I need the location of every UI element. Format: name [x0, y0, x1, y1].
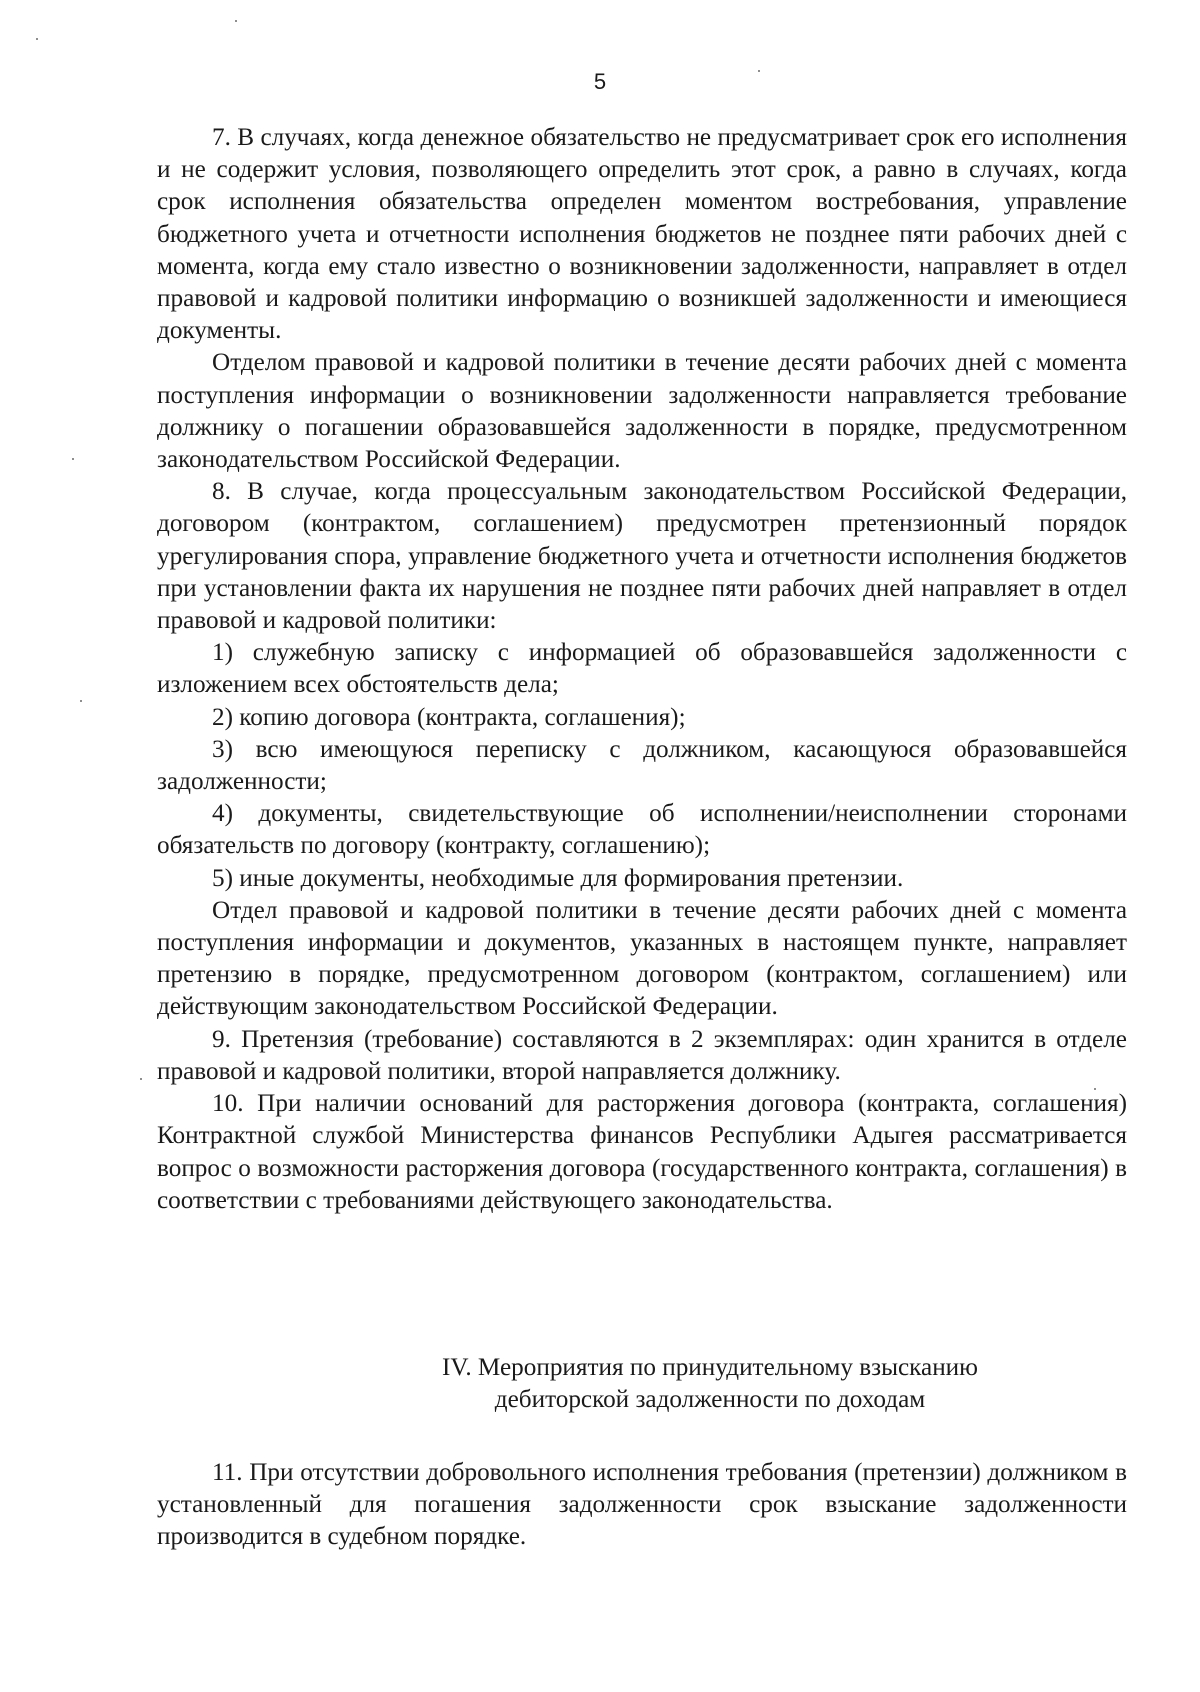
list-item-1: 1) служебную записку с информацией об образовавшейся задолженности с изложением всех обстоятельств дела; [157, 639, 1127, 699]
paragraph-7-continuation: Отделом правовой и кадровой политики в течение десяти рабочих дней с момента поступления информации о возникновении задолженности направляется требование должнику о погашении образовавшейся задолженности в порядке, предусмотренном законодательством Российской Федерации. [157, 349, 1127, 474]
list-item-4: 4) документы, свидетельствующие об исполнении/неисполнении сторонами обязательств по договору (контракту, соглашению); [157, 800, 1127, 860]
paragraph-7: 7. В случаях, когда денежное обязательство не предусматривает срок его исполнения и не содержит условия, позволяющего определить этот срок, а равно в случаях, когда срок исполнения обязательства определен моментом востребования, управление бюджетного учета и отчетности исполнения бюджетов не позднее пяти рабочих дней с момента, когда ему стало известно о возникновении задолженности, направляет в отдел правовой и кадровой политики информацию о возникшей задолженности и имеющиеся документы. [157, 124, 1127, 345]
scan-speck [36, 38, 38, 40]
closing-section [157, 1457, 1127, 1554]
scan-speck [80, 700, 82, 702]
list-item-3: 3) всю имеющуюся переписку с должником, касающуюся образовавшейся задолженности; [157, 735, 1127, 796]
scan-speck [72, 458, 74, 460]
paragraph-8: 8. В случае, когда процессуальным законодательством Российской Федерации, договором (контрактом, соглашением) предусмотрен претензионный порядок урегулирования спора, управление бюджетного учета и отчетности исполнения бюджетов при установлении факта их нарушения не позднее пяти рабочих дней направляет в отдел правовой и кадровой политики: [157, 478, 1127, 635]
list-item-5: 5) иные документы, необходимые для формирования претензии. [212, 864, 904, 892]
paragraph-11: 11. При отсутствии добровольного исполнения требования (претензии) должником в установленный для погашения задолженности срок взыскание задолженности производится в судебном порядке. [157, 1459, 1127, 1551]
list-item-2: 2) копию договора (контракта, соглашения); [212, 703, 686, 731]
paragraph-8-continuation: Отдел правовой и кадровой политики в течение десяти рабочих дней с момента поступления информации и документов, указанных в настоящем пункте, направляет претензию в порядке, предусмотренном договором (контрактом, соглашением) или действующим законодательством Российской Федерации. [157, 896, 1127, 1021]
document-body [157, 122, 1127, 1217]
paragraph-9: 9. Претензия (требование) составляются в 2 экземплярах: один хранится в отделе правовой и кадровой политики, второй направляется должнику. [157, 1025, 1127, 1085]
section-heading-line-1: IV. Мероприятия по принудительному взысканию [442, 1354, 978, 1381]
scan-speck [758, 70, 760, 72]
section-heading-line-2: дебиторской задолженности по доходам [494, 1386, 926, 1414]
scan-speck [235, 20, 237, 22]
section-heading [385, 1352, 1035, 1416]
page-number: 5 [593, 69, 607, 94]
scan-speck [140, 1078, 142, 1080]
scan-speck [1094, 1088, 1096, 1090]
paragraph-10: 10. При наличии оснований для расторжения договора (контракта, соглашения) Контрактной службой Министерства финансов Республики Адыгея рассматривается вопрос о возможности расторжения договора (государственного контракта, соглашения) в соответствии с требованиями действующего законодательства. [157, 1090, 1127, 1214]
